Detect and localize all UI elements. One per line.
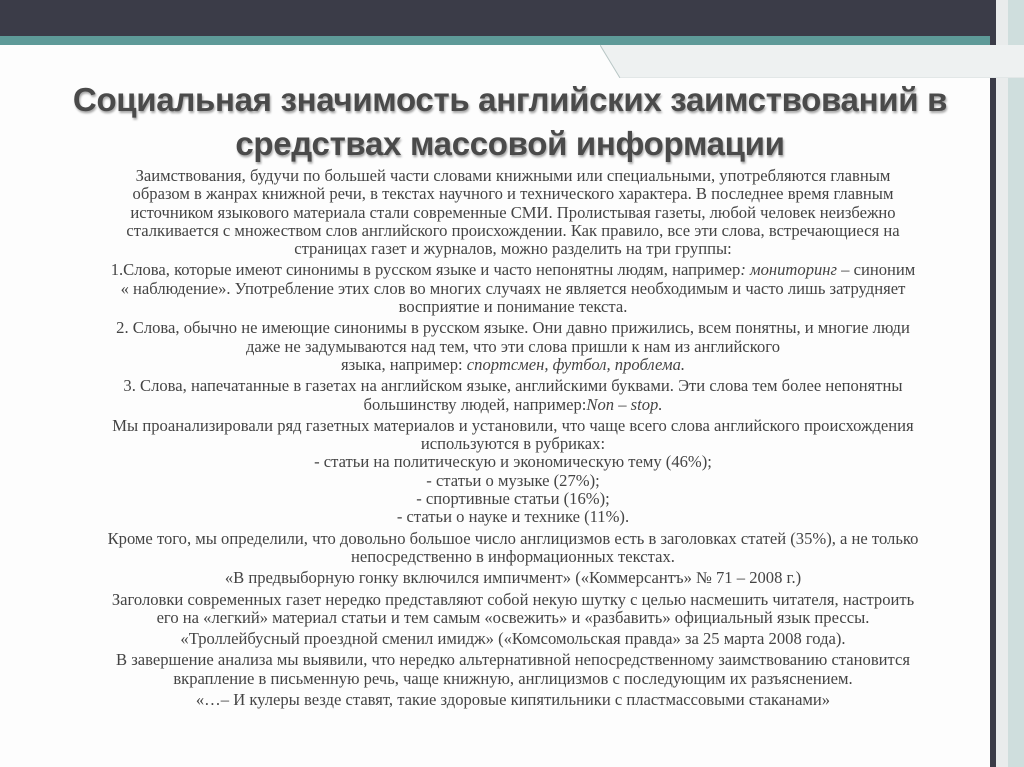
slide-body <box>10 167 1016 712</box>
group-2-paragraph: 2. Слова, обычно не имеющие синонимы в русском языке. Они давно прижились, всем понятны, и многие люди даже не задумываются над тем, что эти слова пришли к нам из английского языка, например: спортсмен, футбол, проблема. <box>116 318 910 374</box>
rubric-item: - спортивные статьи (16%); <box>416 489 610 509</box>
analysis-paragraph: Мы проанализировали ряд газетных материалов и установили, что чаще всего слова английского происхождения используются в рубриках: - статьи на политическую и экономическую тему (46%); - статьи о музыке (27%); - спортивные статьи (16%); - статьи о науке и технике (11%). <box>10 417 1016 527</box>
rubric-item: - статьи о музыке (27%); <box>426 470 600 490</box>
quote-kommersant: «В предвыборную гонку включился импичмент» («Коммерсантъ» № 71 – 2008 г.) <box>224 568 802 588</box>
corner-accent-icon <box>600 36 1024 78</box>
conclusion-paragraph: В завершение анализа мы выявили, что нередко альтернативной непосредственному заимствованию становится вкрапление в письменную речь, чаще книжную, англицизмов с последующим их разъяснением. <box>115 650 911 688</box>
headlines-paragraph: Кроме того, мы определили, что довольно большое число англицизмов есть в заголовках статей (35%), а не только непосредственно в информационных текстах. <box>107 528 919 566</box>
quote-kp: «Троллейбусный проездной сменил имидж» («Комсомольская правда» за 25 марта 2008 года). <box>180 629 846 649</box>
joke-paragraph: Заголовки современных газет нередко представляют собой некую шутку с целью насмешить читателя, настроить его на «легкий» материал статьи и тем самым «освежить» и «разбавить» официальный язык прессы. <box>111 589 915 627</box>
title-line-2: средствах массовой информации <box>235 125 785 162</box>
group-1-paragraph: 1.Слова, которые имеют синонимы в русском языке и часто непонятны людям, например: мониторинг – синоним « наблюдение». Употребление этих слов во многих случаях не является необходимым и часто лишь затрудняет восприятие и понимание текста. <box>110 260 916 317</box>
slide-title <box>40 78 980 166</box>
title-line-1: Социальная значимость английских заимствований в <box>72 81 948 118</box>
rubric-item: - статьи на политическую и экономическую тему (46%); <box>314 452 712 472</box>
group-3-paragraph: 3. Слова, напечатанные в газетах на английском языке, английскими буквами. Эти слова тем более непонятны большинству людей, например:Non – stop. <box>123 376 903 414</box>
quote-coolers: «…– И кулеры везде ставят, такие здоровые кипятильники с пластмассовыми стаканами» <box>195 690 831 710</box>
intro-paragraph: Заимствования, будучи по большей части словами книжными или специальными, употребляются главным образом в жанрах книжной речи, в текстах научного и технического характера. В последнее время главным источником языкового материала стали современные СМИ. Пролистывая газеты, любой человек неизбежно сталкивается с множеством слов английского происхождении. Как правило, все эти слова, встречающиеся на страницах газет и журналов, можно разделить на три группы: <box>126 166 900 259</box>
rubric-item: - статьи о науке и технике (11%). <box>396 507 630 527</box>
top-decor-band <box>0 0 1024 36</box>
